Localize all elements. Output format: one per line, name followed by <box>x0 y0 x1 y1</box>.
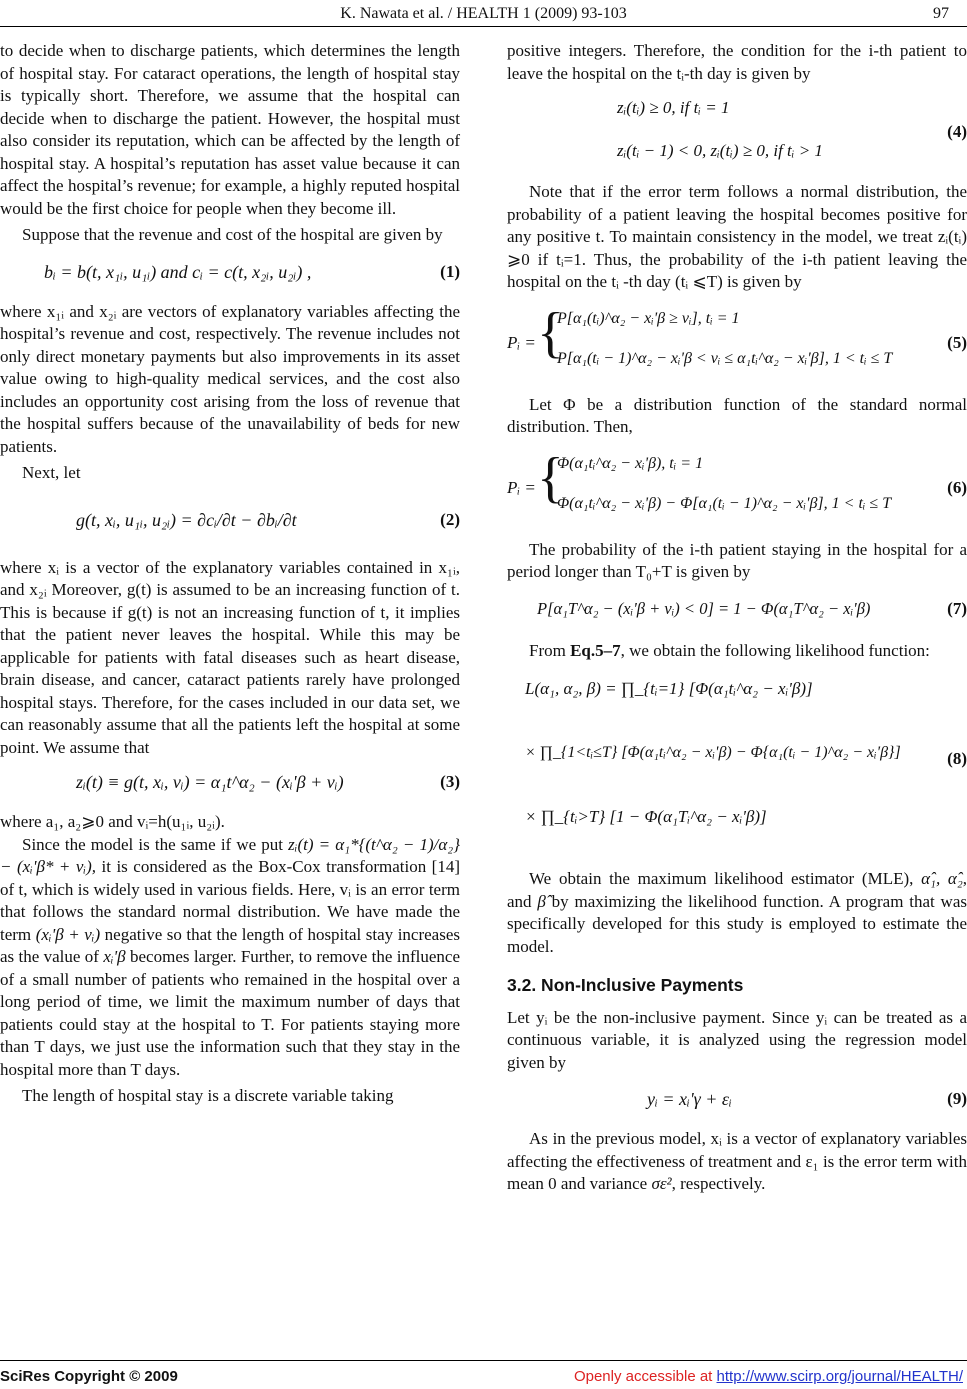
footer-rule <box>0 1360 967 1361</box>
equation-1 <box>0 261 460 287</box>
equation-9 <box>507 1088 967 1114</box>
equation-number: (2) <box>440 509 460 529</box>
header-rule <box>0 26 967 27</box>
inline-equation: σε² <box>651 1174 672 1193</box>
text-run: , we obtain the following likelihood function: <box>620 640 930 660</box>
text-run: From <box>529 640 566 660</box>
left-column <box>0 40 460 1108</box>
equation-lhs: Pᵢ = <box>507 477 536 497</box>
text-run: As in the previous model, xᵢ is a vector of explanatory variables affecting the effectiveness of treatment and ε₁ is the error term with mean 0 and variance <box>507 1129 967 1193</box>
right-column <box>507 40 967 1196</box>
text-run: becomes larger. Further, to remove the influence of a small number of patients who remained in the hospital over a long period of time, we limit the maximum number of days that patients could stay at the hospital to T. For patients staying more than T days, we just use the information such that they stay in the hospital more than T days. <box>0 947 461 1079</box>
text-run: negative so that the length of hospital stay increases as the value of <box>0 924 461 966</box>
equation-4 <box>507 97 967 167</box>
equation-8 <box>507 678 967 848</box>
equation-line: Φ(α₁tᵢ^α₂ − xᵢ'β) − Φ[α₁(tᵢ − 1)^α₂ − xᵢ'β], 1 < tᵢ ≤ T <box>557 495 892 512</box>
brace-icon: { <box>537 446 564 509</box>
text-run: , and <box>507 869 967 911</box>
equation-number: (4) <box>947 122 967 141</box>
inline-equation: β̂ <box>537 891 546 911</box>
equation-number: (9) <box>947 1089 967 1108</box>
text-run: We obtain the maximum likelihood estimator (MLE), <box>529 869 914 888</box>
paragraph <box>507 868 967 958</box>
equation-number: (7) <box>947 598 967 618</box>
equation-line: zᵢ(tᵢ) ≥ 0, if tᵢ = 1 <box>617 98 730 117</box>
paragraph: Let yᵢ be the non-inclusive payment. Since yᵢ can be treated as a continuous variable, it is analyzed using the regression model given by <box>507 1007 967 1072</box>
paragraph: Note that if the error term follows a normal distribution, the probability of a patient leaving the hospital becomes positive for any positive t. To maintain consistency in the model, we treat zᵢ(tᵢ) ⩾0 if tᵢ=1. Thus, the probability of the i-th patient leaving the hospital on the tᵢ -th day (tᵢ ⩽T) is given by <box>507 182 967 291</box>
equation-reference: Eq.5–7 <box>570 640 621 660</box>
equation-6 <box>507 446 967 523</box>
open-access-label: Openly accessible at <box>573 1368 713 1385</box>
paragraph: The length of hospital stay is a discrete variable taking <box>22 1086 394 1105</box>
running-header <box>0 3 967 25</box>
inline-equation: (xᵢ'β + vᵢ) <box>35 924 101 944</box>
equation-line: L(α₁, α₂, β) = ∏_{tᵢ=1} [Φ(α₁tᵢ^α₂ − xᵢ'β)] <box>525 679 813 698</box>
paragraph: where xᵢ is a vector of the explanatory variables contained in x₁ᵢ, and x₂ᵢ Moreover, g(t) is assumed to be an increasing function of t. This is because if g(t) is not an increasing function of t, it implies that the patient never leaves the hospital. While this may be applicable for patients with fatal diseases such as heart disease, brain disease, and cancer, cataract patients rarely have prolonged hospital stays. Therefore, for the cases included in our data set, we can reasonably assume that all the patients left the hospital at some point. We assume that <box>0 557 460 757</box>
equation-number: (6) <box>947 477 967 497</box>
paragraph: Let Φ be a distribution function of the standard normal distribution. Then, <box>507 394 967 436</box>
equation-line: × ∏_{tᵢ>T} [1 − Φ(α₁Tᵢ^α₂ − xᵢ'β)] <box>525 807 767 826</box>
equation-2 <box>0 499 460 541</box>
equation-body: P[α₁T^α₂ − (xᵢ'β + vᵢ) < 0] = 1 − Φ(α₁T^α₂ − xᵢ'β) <box>537 598 871 618</box>
open-access-notice <box>574 1366 963 1389</box>
copyright-notice: SciRes Copyright © 2009 <box>0 1368 178 1385</box>
section-heading: 3.2. Non-Inclusive Payments <box>507 975 744 995</box>
text-run: it is considered as the Box-Cox transformation [14] of t, which is widely used in various fields. Here, vᵢ is an error term that follows the standard normal distribution. We have made the term <box>0 857 460 944</box>
equation-body: zᵢ(t) ≡ g(t, xᵢ, vᵢ) = α₁t^α₂ − (xᵢ'β + vᵢ) <box>76 772 344 792</box>
brace-icon: { <box>537 301 564 364</box>
paragraph: where a₁, a₂⩾0 and vᵢ=h(u₁ᵢ, u₂ᵢ). <box>0 812 225 831</box>
equation-line: × ∏_{1<tᵢ≤T} [Φ(α₁tᵢ^α₂ − xᵢ'β) − Φ{α₁(tᵢ − 1)^α₂ − xᵢ'β}] <box>525 744 901 761</box>
equation-line: zᵢ(tᵢ − 1) < 0, zᵢ(tᵢ) ≥ 0, if tᵢ > 1 <box>617 140 823 160</box>
paragraph: positive integers. Therefore, the condition for the i-th patient to leave the hospital on the tᵢ-th day is given by <box>507 41 967 83</box>
journal-link[interactable]: http://www.scirp.org/journal/HEALTH/ <box>716 1368 963 1385</box>
text-run: Since the model is the same if we put <box>22 834 284 854</box>
paragraph: The probability of the i-th patient staying in the hospital for a period longer than T₀+T is given by <box>507 539 967 581</box>
inline-equation: xᵢ'β <box>103 947 126 966</box>
equation-line: Φ(α₁tᵢ^α₂ − xᵢ'β), tᵢ = 1 <box>557 454 704 472</box>
page-footer <box>0 1364 967 1388</box>
paragraph <box>507 1128 967 1196</box>
equation-lhs: Pᵢ = <box>507 332 536 352</box>
paragraph: to decide when to discharge patients, which determines the length of hospital stay. For cataract operations, the length of hospital stay is typically short. Therefore, we assume that the hospital can decide when to discharge the patient. However, the hospital must also consider its reputation, which can be affected by the length of hospital stay. A hospital’s reputation has asset value because it can affect the hospital’s revenue; for example, a highly reputed hospital would be the first choice for people when they become ill. <box>0 41 460 218</box>
equation-number: (1) <box>440 261 460 281</box>
equation-number: (8) <box>947 749 967 768</box>
equation-body: yᵢ = xᵢ'γ + εᵢ <box>647 1089 732 1109</box>
equation-body: g(t, xᵢ, u₁ᵢ, u₂ᵢ) = ∂cᵢ/∂t − ∂bᵢ/∂t <box>76 509 297 530</box>
equation-5 <box>507 301 967 378</box>
header-authors: K. Nawata et al. / HEALTH 1 (2009) 93-103 <box>340 5 627 22</box>
text-run: , respectively. <box>671 1174 766 1193</box>
equation-number: (3) <box>440 772 460 791</box>
equation-line: P[α₁(tᵢ − 1)^α₂ − xᵢ'β < vᵢ ≤ α₁tᵢ^α₂ − xᵢ'β], 1 < tᵢ ≤ T <box>557 350 893 367</box>
text-run: by maximizing the likelihood function. A program that was specifically developed for this study is employed to estimate the model. <box>507 891 967 956</box>
paragraph <box>0 834 460 1082</box>
inline-equation: α̂₁, α̂₂ <box>921 869 963 888</box>
page-number: 97 <box>933 5 949 22</box>
paragraph <box>507 640 967 663</box>
paragraph: where x₁ᵢ and x₂ᵢ are vectors of explanatory variables affecting the hospital’s revenue and cost, respectively. The revenue includes not only direct monetary payments but also improvements in its asset value owing to high-quality medical services, and the cost also includes an opportunity cost arising from the loss of revenue that the hospital suffers because of the unavailability of beds for new patients. <box>0 301 460 456</box>
equation-number: (5) <box>947 332 967 352</box>
equation-3 <box>0 771 460 797</box>
equation-line: P[α₁(tᵢ)^α₂ − xᵢ'β ≥ vᵢ], tᵢ = 1 <box>557 309 740 327</box>
equation-7 <box>507 598 967 624</box>
paragraph: Suppose that the revenue and cost of the hospital are given by <box>22 225 443 244</box>
inline-equation: zᵢ(t) = α₁*{(t^α₂ − 1)/α₂} − (xᵢ'β* + vᵢ), <box>0 834 460 876</box>
paragraph: Next, let <box>22 463 81 482</box>
equation-body: bᵢ = b(t, x₁ᵢ, u₁ᵢ) and cᵢ = c(t, x₂ᵢ, u₂ᵢ) , <box>44 261 312 282</box>
